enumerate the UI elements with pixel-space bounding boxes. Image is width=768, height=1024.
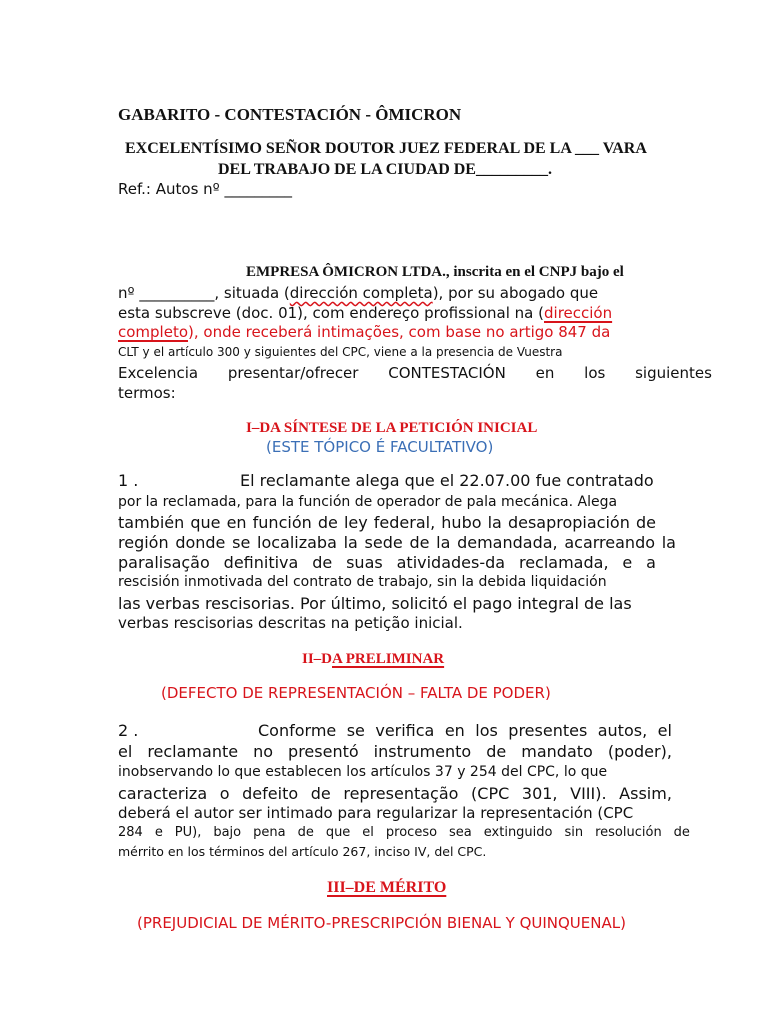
word: presentó bbox=[288, 742, 359, 761]
word: e bbox=[154, 825, 163, 840]
intro-text: ), onde receberá intimações, com base no artigo 847 da bbox=[188, 323, 611, 341]
word: Excelencia bbox=[118, 364, 199, 382]
word: donde bbox=[175, 533, 226, 552]
address-placeholder: dirección completa bbox=[289, 284, 433, 302]
word: Conforme bbox=[258, 721, 337, 740]
word: instrumento bbox=[373, 742, 472, 761]
word: atividades-da bbox=[396, 553, 506, 572]
word: de bbox=[635, 513, 656, 532]
word: el bbox=[657, 721, 672, 740]
section-2-line-4 bbox=[118, 786, 672, 802]
word: (CPC bbox=[471, 784, 510, 803]
paragraph-number-2: 2 . bbox=[118, 721, 139, 740]
section-1-note: (ESTE TÓPICO É FACULTATIVO) bbox=[266, 438, 494, 456]
word: de bbox=[673, 825, 690, 840]
word: CONTESTACIÓN bbox=[388, 364, 506, 382]
word: que bbox=[325, 825, 351, 840]
section-2-heading bbox=[302, 652, 444, 667]
intro-line-3 bbox=[118, 306, 612, 321]
word: de bbox=[297, 825, 314, 840]
word: acarreando bbox=[564, 533, 656, 552]
intro-line-2 bbox=[118, 286, 598, 301]
word: en bbox=[226, 513, 247, 532]
word: la bbox=[661, 533, 676, 552]
word: sea bbox=[449, 825, 472, 840]
word: mandato bbox=[521, 742, 593, 761]
word: federal, bbox=[373, 513, 436, 532]
word: de bbox=[486, 742, 507, 761]
word: siguientes bbox=[635, 364, 712, 382]
heading-part: II–D bbox=[302, 651, 333, 667]
section-1-line-7: las verbas rescisorias. Por último, solicitó el pago integral de las bbox=[118, 594, 632, 613]
word: caracteriza bbox=[118, 784, 208, 803]
word: localizaba bbox=[257, 533, 337, 552]
intro-text: nº __________, situada ( bbox=[118, 284, 290, 302]
word: el bbox=[362, 825, 374, 840]
word: sin bbox=[564, 825, 584, 840]
word: Assim, bbox=[619, 784, 672, 803]
word: sede bbox=[364, 533, 403, 552]
word: VIII). bbox=[570, 784, 607, 803]
word: resolución bbox=[595, 825, 662, 840]
word: demandada, bbox=[457, 533, 558, 552]
word: función bbox=[252, 513, 312, 532]
intro-line-6 bbox=[118, 366, 712, 381]
word: de bbox=[409, 533, 430, 552]
section-1-line-3 bbox=[118, 515, 656, 531]
address-placeholder: dirección bbox=[544, 304, 613, 322]
word: de bbox=[312, 553, 333, 572]
address-placeholder: completo bbox=[118, 323, 189, 341]
word: ley bbox=[343, 513, 368, 532]
word: no bbox=[253, 742, 274, 761]
section-3-subheading: (PREJUDICIAL DE MÉRITO-PRESCRIPCIÓN BIENAL Y QUINQUENAL) bbox=[137, 914, 626, 932]
word: representação bbox=[343, 784, 459, 803]
word: o bbox=[219, 784, 230, 803]
word: se bbox=[232, 533, 251, 552]
section-2-line-1 bbox=[258, 723, 672, 739]
intro-line-4 bbox=[118, 325, 610, 340]
section-1-line-5 bbox=[118, 555, 656, 571]
word: de bbox=[317, 513, 338, 532]
section-1-line-2: por la reclamada, para la función de operador de pala mecánica. Alega bbox=[118, 494, 618, 510]
word: (poder), bbox=[607, 742, 672, 761]
section-2-subheading: (DEFECTO DE REPRESENTACIÓN – FALTA DE PODER) bbox=[161, 684, 551, 702]
word: defeito bbox=[242, 784, 299, 803]
word: bajo bbox=[213, 825, 242, 840]
word: la bbox=[436, 533, 451, 552]
section-2-line-5: deberá el autor ser intimado para regularizar la representación (CPC bbox=[118, 804, 634, 822]
addressee-line-2: DEL TRABAJO DE LA CIUDAD DE_________. bbox=[218, 161, 552, 178]
section-2-line-3: inobservando lo que establecen los artículos 37 y 254 del CPC, lo que bbox=[118, 764, 608, 780]
word: región bbox=[118, 533, 169, 552]
section-2-line-7: mérrito en los términos del artículo 267, inciso IV, del CPC. bbox=[118, 844, 487, 859]
word: proceso bbox=[385, 825, 438, 840]
section-1-line-8: verbas rescisorias descritas na petição inicial. bbox=[118, 614, 463, 632]
word: suas bbox=[346, 553, 383, 572]
section-1-line-4 bbox=[118, 535, 676, 551]
section-1-heading: I–DA SÍNTESE DE LA PETICIÓN INICIAL bbox=[246, 420, 538, 436]
word: presentar/ofrecer bbox=[227, 364, 359, 382]
word: e bbox=[622, 553, 633, 572]
word: reclamante bbox=[147, 742, 239, 761]
word: los bbox=[475, 721, 498, 740]
word: 301, bbox=[521, 784, 558, 803]
intro-line-7: termos: bbox=[118, 384, 176, 402]
heading-part: A PRELIMINAR bbox=[332, 651, 445, 667]
word: extinguido bbox=[483, 825, 553, 840]
word: el bbox=[118, 742, 133, 761]
section-1-line-6: rescisión inmotivada del contrato de trabajo, sin la debida liquidación bbox=[118, 574, 607, 590]
word: desapropiación bbox=[507, 513, 630, 532]
word: reclamada, bbox=[518, 553, 609, 572]
intro-line-5: CLT y el artículo 300 y siguientes del CPC, viene a la presencia de Vuestra bbox=[118, 345, 563, 359]
intro-text: esta subscreve (doc. 01), com endereço profissional na ( bbox=[118, 304, 544, 322]
section-3-heading: III–DE MÉRITO bbox=[327, 879, 447, 896]
word: hubo bbox=[441, 513, 482, 532]
section-2-line-6 bbox=[118, 826, 690, 839]
word: en bbox=[444, 721, 465, 740]
word: PU), bbox=[174, 825, 202, 840]
word: la bbox=[343, 533, 358, 552]
word: paralisação bbox=[118, 553, 210, 572]
word: 284 bbox=[118, 825, 143, 840]
word: verifica bbox=[375, 721, 435, 740]
word: autos, bbox=[597, 721, 648, 740]
word: en bbox=[535, 364, 555, 382]
intro-text: ), por su abogado que bbox=[432, 284, 599, 302]
word: de bbox=[310, 784, 331, 803]
section-1-line-1: El reclamante alega que el 22.07.00 fue contratado bbox=[240, 471, 654, 490]
word: presentes bbox=[508, 721, 588, 740]
addressee-line-1: EXCELENTÍSIMO SEÑOR DOUTOR JUEZ FEDERAL DE LA ___ VARA bbox=[125, 140, 647, 157]
document-title: GABARITO - CONTESTACIÓN - ÔMICRON bbox=[118, 105, 462, 124]
section-2-line-2 bbox=[118, 744, 672, 760]
paragraph-number-1: 1 . bbox=[118, 471, 139, 490]
word: los bbox=[584, 364, 606, 382]
reference-line: Ref.: Autos nº _________ bbox=[118, 180, 293, 198]
word: la bbox=[487, 513, 502, 532]
intro-line-1: EMPRESA ÔMICRON LTDA., inscrita en el CNPJ bajo el bbox=[246, 264, 624, 280]
word: que bbox=[190, 513, 221, 532]
word: definitiva bbox=[223, 553, 299, 572]
word: se bbox=[346, 721, 365, 740]
word: a bbox=[646, 553, 656, 572]
word: también bbox=[118, 513, 185, 532]
word: pena bbox=[253, 825, 286, 840]
